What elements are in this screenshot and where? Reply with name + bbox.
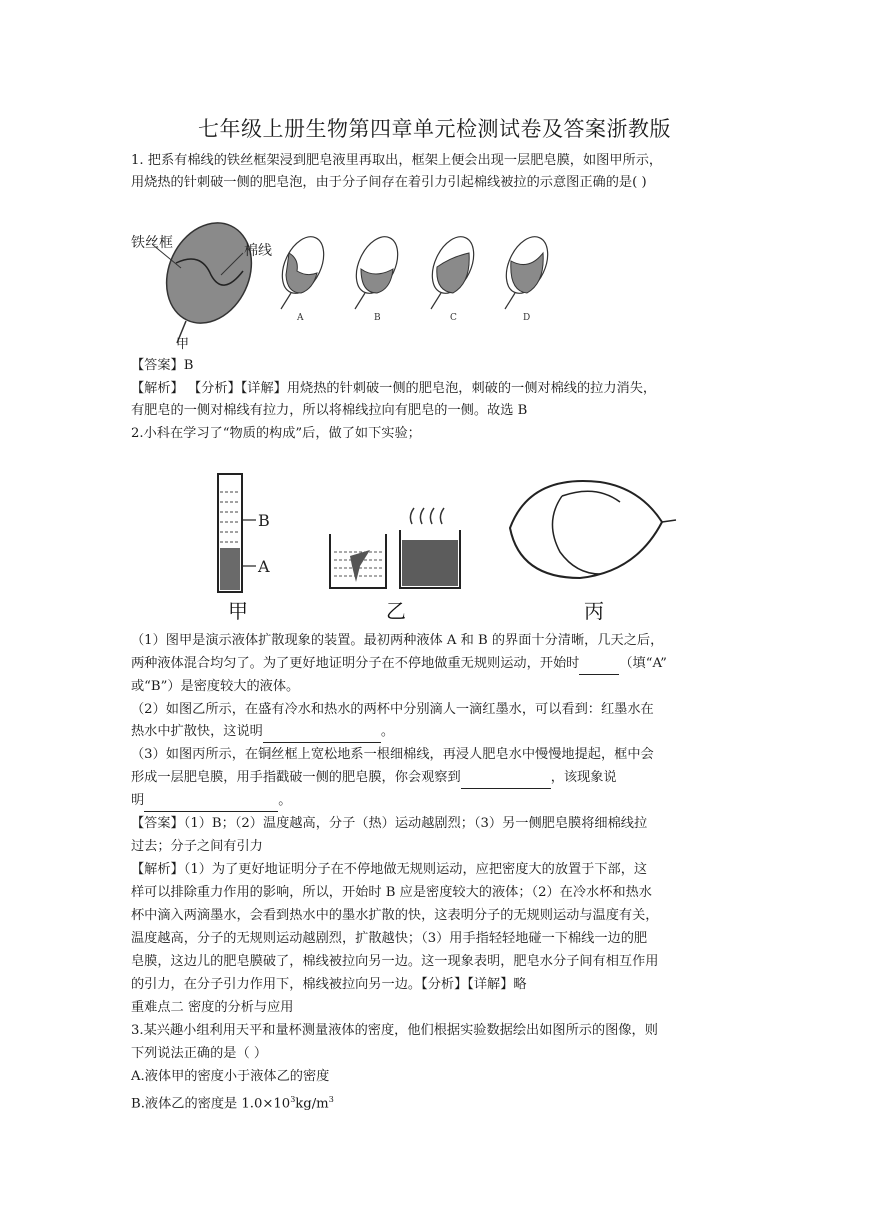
q2-intro: 2.小科在学习了“物质的构成”后，做了如下实验； — [131, 426, 421, 441]
q1-line1: 1. 把系有棉线的铁丝框架浸到肥皂液里再取出，框架上便会出现一层肥皂膜，如图甲所示， — [131, 153, 663, 168]
q2-analysis-line1: 【解析】（1）为了更好地证明分子在不停地做无规则运动，应把密度大的放置于下部，这 — [131, 862, 648, 877]
q3-option-b: B.液体乙的密度是 $1.0\times 10^3kg/m^3$ — [131, 1095, 334, 1112]
answer-blank-4[interactable] — [144, 796, 278, 812]
q2-p1-line2: 两种液体混合均匀了。为了更好地证明分子在不停地做重无规则运动，开始时 （填“A” — [131, 653, 741, 675]
q2-analysis-line2: 样可以排除重力作用的影响，所以，开始时 B 应是密度较大的液体；（2）在冷水杯和热水 — [131, 885, 652, 900]
q2-figure — [200, 462, 680, 624]
label-b-liquid: B — [258, 511, 270, 530]
option-d-diagram — [498, 230, 556, 323]
q1-answer: 【答案】B — [131, 358, 194, 373]
label-a: A — [297, 313, 304, 323]
q1-analysis-line2: 有肥皂的一侧对棉线有拉力，所以将棉线拉向有肥皂的一侧。故选 B — [131, 403, 528, 418]
cylinder-diagram — [218, 474, 270, 623]
option-a-diagram — [274, 230, 332, 323]
q1-line2: 用烧热的针刺破一侧的肥皂泡，由于分子间存在着引力引起棉线被拉的示意图正确的是( ) — [131, 175, 647, 190]
q2-p3-line3: 明 。 — [131, 790, 741, 812]
q2-analysis-line4: 温度越高，分子的无规则运动越剧烈，扩散越快；（3）用手指轻轻地碰一下棉线一边的肥 — [131, 931, 648, 946]
label-yi: 乙 — [386, 599, 406, 623]
label-frame: 铁丝框 — [131, 235, 173, 251]
label-jia: 甲 — [176, 337, 190, 352]
q2-answer-line1: 【答案】（1）B；（2）温度越高，分子（热）运动越剧烈；（3）另一侧肥皂膜将细棉线拉 — [131, 816, 648, 831]
label-jia-2: 甲 — [228, 599, 248, 623]
q2-p1-line3: 或“B”）是密度较大的液体。 — [131, 679, 300, 694]
section-heading: 重难点二 密度的分析与应用 — [131, 1000, 294, 1015]
answer-blank-1[interactable] — [579, 659, 619, 675]
wire-frame-shape — [151, 213, 267, 337]
label-a-liquid: A — [258, 557, 270, 576]
label-c: C — [450, 313, 457, 323]
q2-p3-line2: 形成一层肥皂膜，用手指戳破一侧的肥皂膜，你会观察到 ，该现象说 — [131, 767, 741, 789]
q1-analysis-line1: 【解析】 【分析】【详解】用烧热的针刺破一侧的肥皂泡，刺破的一侧对棉线的拉力消失， — [131, 381, 657, 396]
option-c-diagram — [424, 230, 482, 323]
copper-frame-diagram — [510, 481, 676, 623]
beakers-diagram — [330, 508, 460, 623]
q3-line1: 3.某兴趣小组利用天平和量杯测量液体的密度，他们根据实验数据绘出如图所示的图像，则 — [131, 1023, 658, 1038]
label-d: D — [523, 313, 531, 323]
answer-blank-2[interactable] — [263, 727, 381, 743]
answer-blank-3[interactable] — [461, 773, 551, 789]
label-b: B — [374, 313, 381, 323]
q2-analysis-line3: 杯中滴入两滴墨水，会看到热水中的墨水扩散的快，这表明分子的无规则运动与温度有关， — [131, 908, 659, 923]
q1-figure — [131, 213, 561, 353]
page-title: 七年级上册生物第四章单元检测试卷及答案浙教版 — [198, 117, 671, 141]
q2-analysis-line6: 的引力，在分子引力作用下，棉线被拉向另一边。【分析】【详解】略 — [131, 977, 527, 992]
label-thread: 棉线 — [244, 243, 272, 259]
q2-answer-line2: 过去；分子之间有引力 — [131, 839, 263, 854]
q2-p2-line2: 热水中扩散快，这说明 。 — [131, 721, 741, 743]
q3-option-a: A.液体甲的密度小于液体乙的密度 — [131, 1069, 330, 1084]
q2-p2-line1: （2）如图乙所示，在盛有冷水和热水的两杯中分别滴人一滴红墨水，可以看到：红墨水在 — [131, 702, 654, 717]
option-b-diagram — [348, 230, 406, 323]
q3-line2: 下列说法正确的是（ ） — [131, 1046, 268, 1061]
q2-p1-line1: （1）图甲是演示液体扩散现象的装置。最初两种液体 A 和 B 的界面十分清晰，几天之后， — [131, 633, 664, 648]
q2-analysis-line5: 皂膜，这边儿的肥皂膜破了，棉线被拉向另一边。这一现象表明，肥皂水分子间有相互作用 — [131, 954, 659, 969]
label-bing: 丙 — [584, 599, 604, 623]
q2-p3-line1: （3）如图丙所示，在铜丝框上宽松地系一根细棉线，再浸人肥皂水中慢慢地提起，框中会 — [131, 747, 654, 762]
